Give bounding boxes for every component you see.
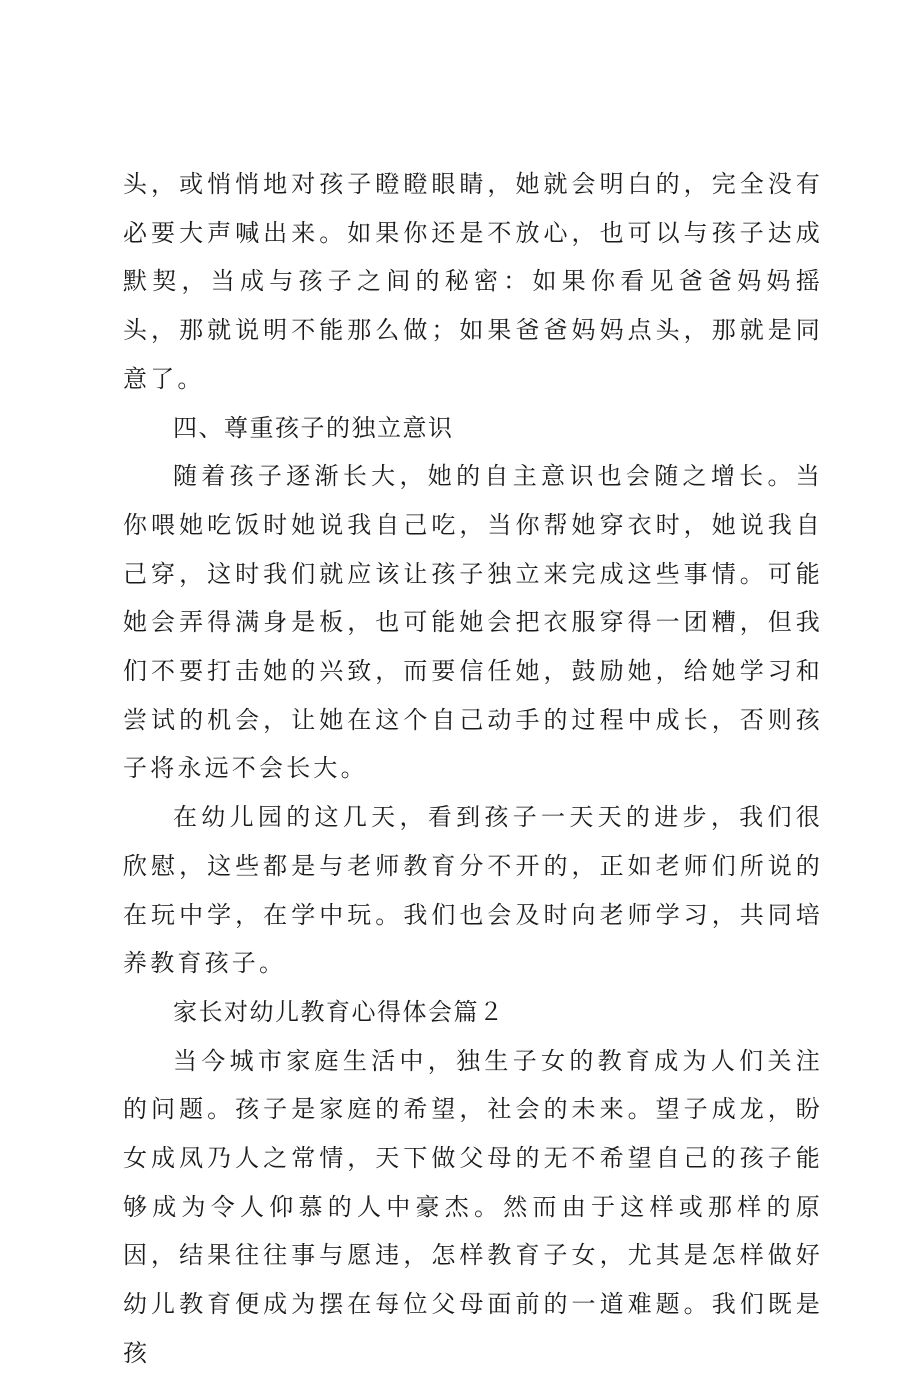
- document-body: [123, 160, 823, 1378]
- section-heading-4: 四、尊重孩子的独立意识: [173, 413, 454, 442]
- paragraph-continuation: 头，或悄悄地对孩子瞪瞪眼睛，她就会明白的，完全没有必要大声喊出来。如果你还是不放心，也可以与孩子达成默契，当成与孩子之间的秘密：如果你看见爸爸妈妈摇头，那就说明不能那么做；如果爸爸妈妈点头，那就是同意了。: [123, 170, 823, 393]
- article-heading-2: 家长对幼儿教育心得体会篇２: [173, 997, 505, 1026]
- paragraph-independence: 随着孩子逐渐长大，她的自主意识也会随之增长。当你喂她吃饭时她说我自己吃，当你帮她穿衣时，她说我自己穿，这时我们就应该让孩子独立来完成这些事情。可能她会弄得满身是板，也可能她会把衣服穿得一团糟，但我们不要打击她的兴致，而要信任她，鼓励她，给她学习和尝试的机会，让她在这个自己动手的过程中成长，否则孩子将永远不会长大。: [123, 462, 823, 783]
- paragraph-kindergarten: 在幼儿园的这几天，看到孩子一天天的进步，我们很欣慰，这些都是与老师教育分不开的，正如老师们所说的在玩中学，在学中玩。我们也会及时向老师学习，共同培养教育孩子。: [123, 803, 823, 978]
- paragraph-intro: 当今城市家庭生活中，独生子女的教育成为人们关注的问题。孩子是家庭的希望，社会的未来。望子成龙，盼女成凤乃人之常情，天下做父母的无不希望自己的孩子能够成为令人仰慕的人中豪杰。然而由于这样或那样的原因，结果往往事与愿违，怎样教育子女，尤其是怎样做好幼儿教育便成为摆在每位父母面前的一道难题。我们既是孩: [123, 1046, 823, 1367]
